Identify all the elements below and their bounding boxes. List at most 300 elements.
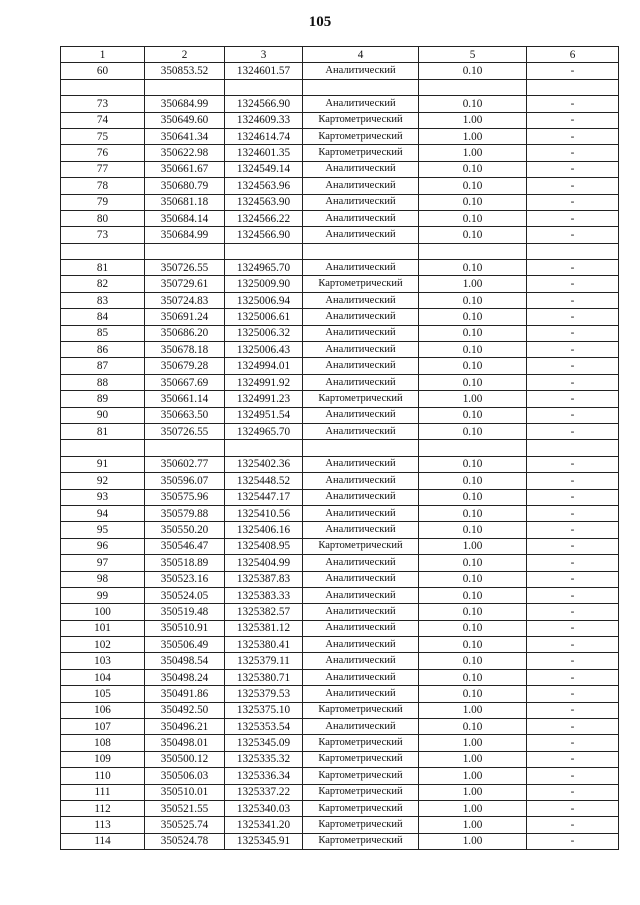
cell-accuracy: 0.10: [419, 292, 527, 308]
cell-coordinate-x: 350649.60: [145, 112, 225, 128]
cell-point-number: 114: [61, 833, 145, 849]
cell-method: Аналитический: [303, 637, 419, 653]
cell-accuracy: 0.10: [419, 522, 527, 538]
cell-point-number: 73: [61, 227, 145, 243]
cell-coordinate-y: 1325406.16: [225, 522, 303, 538]
cell-coordinate-y: 1324951.54: [225, 407, 303, 423]
cell-accuracy: 1.00: [419, 128, 527, 144]
cell-point-number: 75: [61, 128, 145, 144]
cell-point-number: 78: [61, 178, 145, 194]
cell-method: Аналитический: [303, 587, 419, 603]
cell-point-number: 81: [61, 423, 145, 439]
cell-coordinate-y: 1325380.71: [225, 669, 303, 685]
column-header-1: 1: [61, 47, 145, 63]
cell-point-number: 83: [61, 292, 145, 308]
table-row: [61, 735, 619, 751]
cell-method: Картометрический: [303, 784, 419, 800]
cell-method: Картометрический: [303, 538, 419, 554]
cell-method: Картометрический: [303, 391, 419, 407]
cell-point-number: [61, 79, 145, 95]
cell-point-number: 106: [61, 702, 145, 718]
cell-note: -: [527, 800, 619, 816]
cell-point-number: 109: [61, 751, 145, 767]
cell-accuracy: 0.10: [419, 161, 527, 177]
cell-method: Аналитический: [303, 719, 419, 735]
cell-accuracy: 0.10: [419, 63, 527, 79]
cell-accuracy: 0.10: [419, 505, 527, 521]
table-row: [61, 243, 619, 259]
cell-coordinate-x: 350661.14: [145, 391, 225, 407]
cell-method: Аналитический: [303, 423, 419, 439]
cell-method: Картометрический: [303, 735, 419, 751]
cell-method: Аналитический: [303, 571, 419, 587]
cell-coordinate-y: 1325375.10: [225, 702, 303, 718]
cell-coordinate-y: 1325341.20: [225, 817, 303, 833]
cell-point-number: 86: [61, 342, 145, 358]
table-row: [61, 79, 619, 95]
table-row: [61, 342, 619, 358]
cell-coordinate-x: 350521.55: [145, 800, 225, 816]
cell-accuracy: 0.10: [419, 260, 527, 276]
table-row: [61, 309, 619, 325]
cell-accuracy: 0.10: [419, 719, 527, 735]
cell-note: -: [527, 751, 619, 767]
cell-coordinate-y: 1325410.56: [225, 505, 303, 521]
cell-method: Аналитический: [303, 473, 419, 489]
cell-coordinate-y: 1324991.92: [225, 374, 303, 390]
cell-note: -: [527, 620, 619, 636]
cell-coordinate-x: 350681.18: [145, 194, 225, 210]
cell-method: Аналитический: [303, 686, 419, 702]
cell-method: Аналитический: [303, 522, 419, 538]
cell-accuracy: 0.10: [419, 604, 527, 620]
cell-coordinate-y: 1325335.32: [225, 751, 303, 767]
table-header-row: [61, 47, 619, 63]
cell-accuracy: 0.10: [419, 571, 527, 587]
table-row: [61, 210, 619, 226]
cell-note: -: [527, 161, 619, 177]
table-row: [61, 587, 619, 603]
cell-coordinate-y: 1324614.74: [225, 128, 303, 144]
cell-coordinate-x: 350853.52: [145, 63, 225, 79]
cell-note: -: [527, 391, 619, 407]
cell-coordinate-y: 1325380.41: [225, 637, 303, 653]
cell-method: Картометрический: [303, 751, 419, 767]
cell-coordinate-y: 1325383.33: [225, 587, 303, 603]
table-row: [61, 505, 619, 521]
cell-accuracy: 0.10: [419, 473, 527, 489]
cell-note: -: [527, 178, 619, 194]
cell-accuracy: 0.10: [419, 374, 527, 390]
cell-method: Аналитический: [303, 96, 419, 112]
cell-method: [303, 243, 419, 259]
cell-accuracy: 0.10: [419, 637, 527, 653]
table-row: [61, 555, 619, 571]
cell-coordinate-y: 1325402.36: [225, 456, 303, 472]
cell-point-number: 84: [61, 309, 145, 325]
cell-note: -: [527, 276, 619, 292]
cell-note: -: [527, 374, 619, 390]
cell-method: [303, 79, 419, 95]
cell-accuracy: 1.00: [419, 112, 527, 128]
table-row: [61, 112, 619, 128]
cell-method: Картометрический: [303, 800, 419, 816]
cell-coordinate-x: 350491.86: [145, 686, 225, 702]
cell-coordinate-x: 350729.61: [145, 276, 225, 292]
cell-coordinate-y: 1325447.17: [225, 489, 303, 505]
cell-point-number: 103: [61, 653, 145, 669]
cell-accuracy: 0.10: [419, 669, 527, 685]
cell-coordinate-y: 1325006.43: [225, 342, 303, 358]
cell-method: Аналитический: [303, 456, 419, 472]
cell-method: Картометрический: [303, 145, 419, 161]
cell-note: -: [527, 96, 619, 112]
cell-method: Аналитический: [303, 489, 419, 505]
cell-coordinate-y: 1325408.95: [225, 538, 303, 554]
cell-note: -: [527, 768, 619, 784]
cell-coordinate-x: 350691.24: [145, 309, 225, 325]
cell-coordinate-y: 1325006.94: [225, 292, 303, 308]
cell-accuracy: 1.00: [419, 276, 527, 292]
cell-note: -: [527, 112, 619, 128]
cell-accuracy: 1.00: [419, 817, 527, 833]
cell-note: -: [527, 358, 619, 374]
cell-method: Аналитический: [303, 325, 419, 341]
cell-note: -: [527, 342, 619, 358]
cell-accuracy: 0.10: [419, 489, 527, 505]
cell-point-number: 113: [61, 817, 145, 833]
table-row: [61, 260, 619, 276]
cell-coordinate-x: 350678.18: [145, 342, 225, 358]
cell-coordinate-x: 350667.69: [145, 374, 225, 390]
cell-accuracy: 1.00: [419, 833, 527, 849]
cell-note: -: [527, 604, 619, 620]
cell-accuracy: 0.10: [419, 178, 527, 194]
cell-method: Аналитический: [303, 407, 419, 423]
cell-coordinate-y: 1325404.99: [225, 555, 303, 571]
cell-note: -: [527, 784, 619, 800]
table-row: [61, 538, 619, 554]
table-row: [61, 194, 619, 210]
cell-method: Картометрический: [303, 768, 419, 784]
cell-coordinate-x: 350679.28: [145, 358, 225, 374]
cell-coordinate-y: 1324965.70: [225, 423, 303, 439]
cell-point-number: 101: [61, 620, 145, 636]
cell-point-number: 79: [61, 194, 145, 210]
column-header-2: 2: [145, 47, 225, 63]
table-row: [61, 456, 619, 472]
cell-method: Аналитический: [303, 178, 419, 194]
cell-coordinate-x: 350498.01: [145, 735, 225, 751]
cell-method: Картометрический: [303, 276, 419, 292]
cell-method: Аналитический: [303, 358, 419, 374]
cell-coordinate-y: 1324549.14: [225, 161, 303, 177]
cell-coordinate-y: 1324601.57: [225, 63, 303, 79]
cell-note: -: [527, 817, 619, 833]
cell-coordinate-x: 350524.05: [145, 587, 225, 603]
cell-coordinate-x: 350684.99: [145, 227, 225, 243]
cell-method: Аналитический: [303, 374, 419, 390]
cell-coordinate-x: 350579.88: [145, 505, 225, 521]
cell-coordinate-y: 1324965.70: [225, 260, 303, 276]
cell-coordinate-x: 350506.49: [145, 637, 225, 653]
cell-point-number: 108: [61, 735, 145, 751]
cell-method: Аналитический: [303, 620, 419, 636]
table-row: [61, 522, 619, 538]
cell-coordinate-y: 1324563.90: [225, 194, 303, 210]
cell-coordinate-x: 350622.98: [145, 145, 225, 161]
column-header-5: 5: [419, 47, 527, 63]
cell-coordinate-y: 1325006.61: [225, 309, 303, 325]
cell-point-number: 60: [61, 63, 145, 79]
cell-coordinate-x: 350575.96: [145, 489, 225, 505]
cell-point-number: 92: [61, 473, 145, 489]
cell-accuracy: [419, 243, 527, 259]
cell-coordinate-x: 350661.67: [145, 161, 225, 177]
cell-point-number: 105: [61, 686, 145, 702]
cell-point-number: 80: [61, 210, 145, 226]
cell-note: -: [527, 555, 619, 571]
table-row: [61, 292, 619, 308]
cell-accuracy: 0.10: [419, 686, 527, 702]
cell-coordinate-x: 350506.03: [145, 768, 225, 784]
cell-coordinate-x: [145, 440, 225, 456]
cell-coordinate-x: 350684.14: [145, 210, 225, 226]
cell-coordinate-x: 350500.12: [145, 751, 225, 767]
cell-note: -: [527, 260, 619, 276]
cell-method: [303, 440, 419, 456]
cell-note: -: [527, 128, 619, 144]
cell-point-number: 95: [61, 522, 145, 538]
cell-method: Аналитический: [303, 309, 419, 325]
cell-note: -: [527, 63, 619, 79]
table-row: [61, 276, 619, 292]
cell-accuracy: 0.10: [419, 309, 527, 325]
cell-coordinate-x: 350726.55: [145, 260, 225, 276]
cell-coordinate-x: 350724.83: [145, 292, 225, 308]
table-row: [61, 604, 619, 620]
cell-coordinate-x: 350686.20: [145, 325, 225, 341]
cell-coordinate-y: 1325387.83: [225, 571, 303, 587]
cell-coordinate-y: 1325379.53: [225, 686, 303, 702]
cell-method: Аналитический: [303, 161, 419, 177]
cell-point-number: 112: [61, 800, 145, 816]
cell-point-number: 85: [61, 325, 145, 341]
page-number: 105: [308, 14, 332, 30]
cell-point-number: 88: [61, 374, 145, 390]
table-row: [61, 653, 619, 669]
cell-coordinate-y: 1324566.90: [225, 227, 303, 243]
cell-method: Аналитический: [303, 669, 419, 685]
column-header-6: 6: [527, 47, 619, 63]
cell-accuracy: 0.10: [419, 456, 527, 472]
cell-coordinate-y: 1324601.35: [225, 145, 303, 161]
cell-method: Аналитический: [303, 63, 419, 79]
cell-coordinate-x: 350663.50: [145, 407, 225, 423]
cell-coordinate-y: 1324609.33: [225, 112, 303, 128]
cell-accuracy: 0.10: [419, 407, 527, 423]
cell-method: Аналитический: [303, 653, 419, 669]
table-row: [61, 63, 619, 79]
cell-point-number: 96: [61, 538, 145, 554]
cell-accuracy: [419, 440, 527, 456]
cell-point-number: 82: [61, 276, 145, 292]
cell-coordinate-x: 350684.99: [145, 96, 225, 112]
cell-note: -: [527, 538, 619, 554]
cell-note: -: [527, 292, 619, 308]
cell-coordinate-x: 350523.16: [145, 571, 225, 587]
table-row: [61, 768, 619, 784]
table-row: [61, 620, 619, 636]
cell-accuracy: 1.00: [419, 538, 527, 554]
cell-note: -: [527, 719, 619, 735]
cell-point-number: 102: [61, 637, 145, 653]
cell-note: [527, 243, 619, 259]
table-row: [61, 374, 619, 390]
cell-point-number: 90: [61, 407, 145, 423]
cell-coordinate-x: 350550.20: [145, 522, 225, 538]
table-row: [61, 817, 619, 833]
cell-note: -: [527, 325, 619, 341]
cell-note: -: [527, 571, 619, 587]
cell-coordinate-y: 1325006.32: [225, 325, 303, 341]
table-row: [61, 637, 619, 653]
cell-coordinate-x: 350510.91: [145, 620, 225, 636]
cell-accuracy: 0.10: [419, 620, 527, 636]
cell-method: Картометрический: [303, 128, 419, 144]
cell-coordinate-y: 1325353.54: [225, 719, 303, 735]
cell-note: -: [527, 423, 619, 439]
cell-accuracy: 1.00: [419, 145, 527, 161]
cell-coordinate-y: 1324994.01: [225, 358, 303, 374]
cell-point-number: 104: [61, 669, 145, 685]
cell-point-number: 91: [61, 456, 145, 472]
cell-method: Аналитический: [303, 555, 419, 571]
table-row: [61, 128, 619, 144]
cell-accuracy: 0.10: [419, 587, 527, 603]
cell-point-number: 87: [61, 358, 145, 374]
cell-coordinate-x: [145, 243, 225, 259]
table-row: [61, 161, 619, 177]
table-row: [61, 325, 619, 341]
cell-accuracy: 0.10: [419, 210, 527, 226]
cell-coordinate-y: 1325336.34: [225, 768, 303, 784]
table-row: [61, 751, 619, 767]
cell-accuracy: 1.00: [419, 768, 527, 784]
cell-coordinate-x: 350524.78: [145, 833, 225, 849]
cell-coordinate-x: 350546.47: [145, 538, 225, 554]
cell-method: Аналитический: [303, 210, 419, 226]
cell-accuracy: 1.00: [419, 784, 527, 800]
cell-accuracy: 0.10: [419, 342, 527, 358]
table-row: [61, 440, 619, 456]
cell-coordinate-y: 1324566.90: [225, 96, 303, 112]
cell-accuracy: [419, 79, 527, 95]
cell-accuracy: 0.10: [419, 423, 527, 439]
cell-coordinate-x: 350496.21: [145, 719, 225, 735]
cell-note: -: [527, 489, 619, 505]
cell-note: -: [527, 505, 619, 521]
cell-coordinate-y: 1325379.11: [225, 653, 303, 669]
table-row: [61, 227, 619, 243]
cell-point-number: 89: [61, 391, 145, 407]
cell-coordinate-y: [225, 440, 303, 456]
cell-coordinate-y: 1324563.96: [225, 178, 303, 194]
cell-accuracy: 0.10: [419, 358, 527, 374]
cell-accuracy: 1.00: [419, 391, 527, 407]
cell-coordinate-x: 350596.07: [145, 473, 225, 489]
cell-coordinate-x: 350602.77: [145, 456, 225, 472]
table-row: [61, 784, 619, 800]
table-row: [61, 358, 619, 374]
cell-point-number: 111: [61, 784, 145, 800]
cell-note: -: [527, 456, 619, 472]
cell-point-number: 98: [61, 571, 145, 587]
cell-coordinate-x: [145, 79, 225, 95]
cell-point-number: 97: [61, 555, 145, 571]
table-row: [61, 686, 619, 702]
cell-coordinate-y: 1325381.12: [225, 620, 303, 636]
table-row: [61, 423, 619, 439]
cell-accuracy: 1.00: [419, 702, 527, 718]
table-row: [61, 178, 619, 194]
cell-note: -: [527, 686, 619, 702]
cell-note: -: [527, 735, 619, 751]
cell-note: -: [527, 194, 619, 210]
cell-point-number: 93: [61, 489, 145, 505]
table-row: [61, 669, 619, 685]
cell-coordinate-y: [225, 243, 303, 259]
table-row: [61, 702, 619, 718]
table-row: [61, 571, 619, 587]
cell-coordinate-x: 350492.50: [145, 702, 225, 718]
cell-accuracy: 0.10: [419, 194, 527, 210]
cell-coordinate-y: [225, 79, 303, 95]
cell-point-number: 107: [61, 719, 145, 735]
cell-method: Аналитический: [303, 260, 419, 276]
cell-point-number: 94: [61, 505, 145, 521]
cell-method: Аналитический: [303, 342, 419, 358]
table-row: [61, 145, 619, 161]
table-row: [61, 407, 619, 423]
cell-point-number: [61, 243, 145, 259]
cell-accuracy: 0.10: [419, 227, 527, 243]
table-row: [61, 96, 619, 112]
table-row: [61, 800, 619, 816]
cell-method: Аналитический: [303, 194, 419, 210]
cell-coordinate-y: 1325340.03: [225, 800, 303, 816]
cell-note: -: [527, 637, 619, 653]
cell-point-number: 99: [61, 587, 145, 603]
cell-coordinate-x: 350510.01: [145, 784, 225, 800]
cell-point-number: 73: [61, 96, 145, 112]
cell-note: -: [527, 145, 619, 161]
cell-accuracy: 1.00: [419, 751, 527, 767]
cell-accuracy: 1.00: [419, 800, 527, 816]
cell-point-number: 100: [61, 604, 145, 620]
cell-coordinate-x: 350726.55: [145, 423, 225, 439]
table-row: [61, 391, 619, 407]
cell-coordinate-y: 1324566.22: [225, 210, 303, 226]
cell-note: -: [527, 587, 619, 603]
cell-method: Аналитический: [303, 292, 419, 308]
cell-coordinate-x: 350525.74: [145, 817, 225, 833]
cell-point-number: 76: [61, 145, 145, 161]
cell-coordinate-x: 350680.79: [145, 178, 225, 194]
cell-coordinate-y: 1324991.23: [225, 391, 303, 407]
cell-accuracy: 0.10: [419, 653, 527, 669]
table-row: [61, 833, 619, 849]
